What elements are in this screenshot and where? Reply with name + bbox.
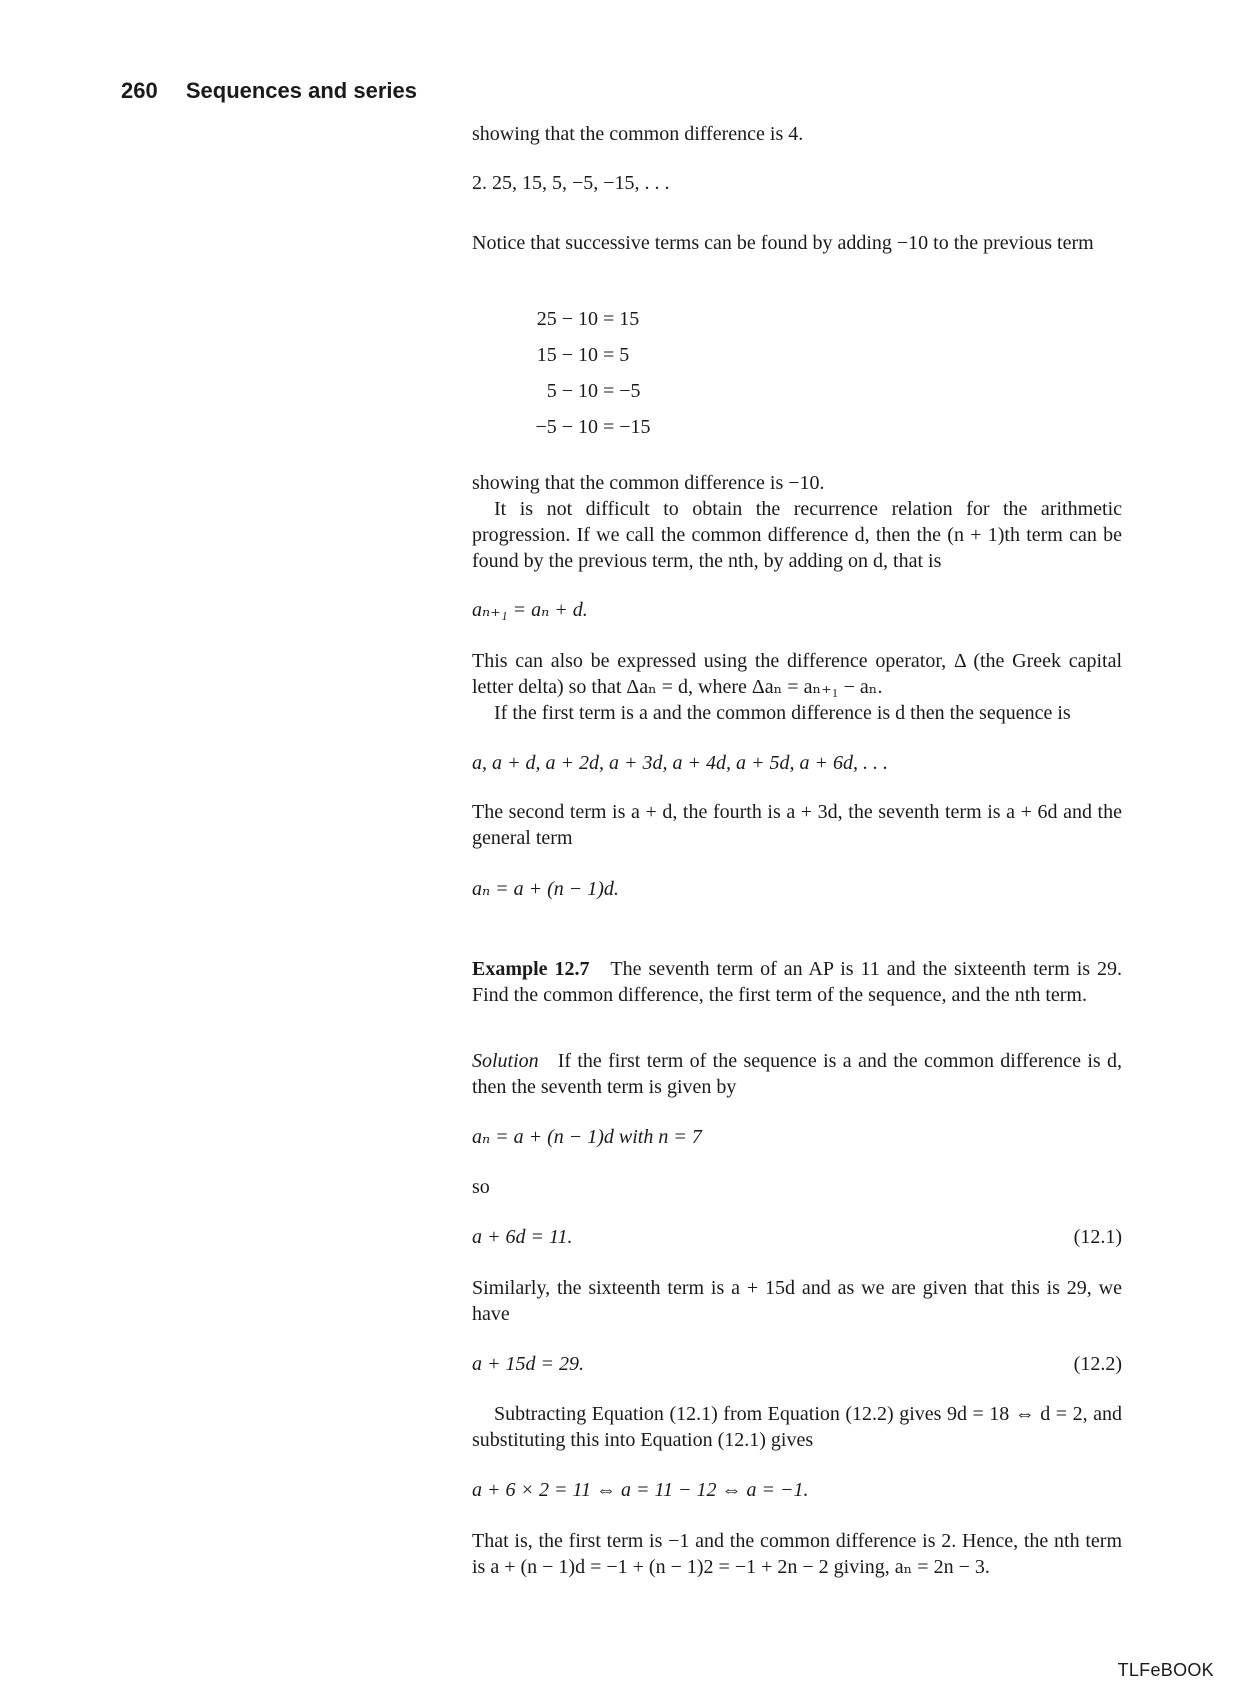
equation-general-term: aₙ = a + (n − 1)d. bbox=[472, 878, 619, 900]
running-head bbox=[121, 78, 417, 104]
paragraph-similarly: Similarly, the sixteenth term is a + 15d and as we are given that this is 29, we have bbox=[472, 1277, 1122, 1325]
example-item-2: 2. 25, 15, 5, −5, −15, . . . bbox=[472, 172, 670, 194]
footer-watermark: TLFeBOOK bbox=[1117, 1660, 1214, 1680]
example-label: Example 12.7 bbox=[472, 958, 590, 980]
example-text: The seventh term of an AP is 11 and the sixteenth term is 29. Find the common difference, the first term of the sequence, and the nth term. bbox=[472, 958, 1123, 1006]
paragraph-intro: showing that the common difference is 4. bbox=[472, 123, 804, 145]
equation-sequence: a, a + d, a + 2d, a + 3d, a + 4d, a + 5d, a + 6d, . . . bbox=[472, 752, 888, 774]
equation-12-1: a + 6d = 11. bbox=[472, 1226, 573, 1248]
equation-recurrence: aₙ₊₁ = aₙ + d. bbox=[472, 599, 588, 621]
equation-substitution: a + 6 × 2 = 11 ⇔ a = 11 − 12 ⇔ a = −1. bbox=[472, 1479, 809, 1501]
paragraph-recurrence: It is not difficult to obtain the recurrence relation for the arithmetic progression. If we call the common difference d, then the (n + 1)th term can be found by the previous term, the nth, by adding on d, that is bbox=[472, 498, 1122, 572]
paragraph-second-term: The second term is a + d, the fourth is a + 3d, the seventh term is a + 6d and the general term bbox=[472, 801, 1122, 849]
paragraph-first-term: If the first term is a and the common difference is d then the sequence is bbox=[494, 702, 1071, 724]
equation-number-12-2: (12.2) bbox=[1073, 1353, 1122, 1375]
solution-label: Solution bbox=[472, 1050, 539, 1072]
calc-block bbox=[472, 306, 651, 440]
chapter-title: Sequences and series bbox=[185, 78, 417, 103]
example-12-7 bbox=[472, 956, 1122, 1008]
calc-row: 15 − 10 = 5 bbox=[536, 344, 630, 366]
paragraph-so: so bbox=[472, 1176, 490, 1198]
paragraph-subtract: Subtracting Equation (12.1) from Equation (12.2) gives 9d = 18 ⇔ d = 2, and substituting this into Equation (12.1) gives bbox=[472, 1403, 1122, 1451]
paragraph-diff10: showing that the common difference is −10. bbox=[472, 472, 825, 494]
equation-number-12-1: (12.1) bbox=[1073, 1226, 1122, 1248]
solution bbox=[472, 1048, 1122, 1100]
paragraph-notice: Notice that successive terms can be found by adding −10 to the previous term bbox=[472, 232, 1094, 254]
equation-12-2: a + 15d = 29. bbox=[472, 1353, 584, 1375]
paragraph-final: That is, the first term is −1 and the common difference is 2. Hence, the nth term is a + (n − 1)d = −1 + (n − 1)2 = −1 + 2n − 2 giving, aₙ = 2n − 3. bbox=[472, 1530, 1122, 1578]
calc-row: 25 − 10 = 15 bbox=[536, 308, 640, 330]
calc-row: 5 − 10 = −5 bbox=[546, 380, 641, 402]
equation-with-n7: aₙ = a + (n − 1)d with n = 7 bbox=[472, 1126, 702, 1148]
paragraph-delta: This can also be expressed using the difference operator, Δ (the Greek capital letter delta) so that Δaₙ = d, where Δaₙ = aₙ₊₁ − aₙ. bbox=[472, 650, 1122, 698]
page-number: 260 bbox=[121, 78, 158, 103]
calc-row: −5 − 10 = −15 bbox=[535, 416, 651, 438]
solution-text: If the first term of the sequence is a and the common difference is d, then the seventh term is given by bbox=[472, 1050, 1123, 1098]
